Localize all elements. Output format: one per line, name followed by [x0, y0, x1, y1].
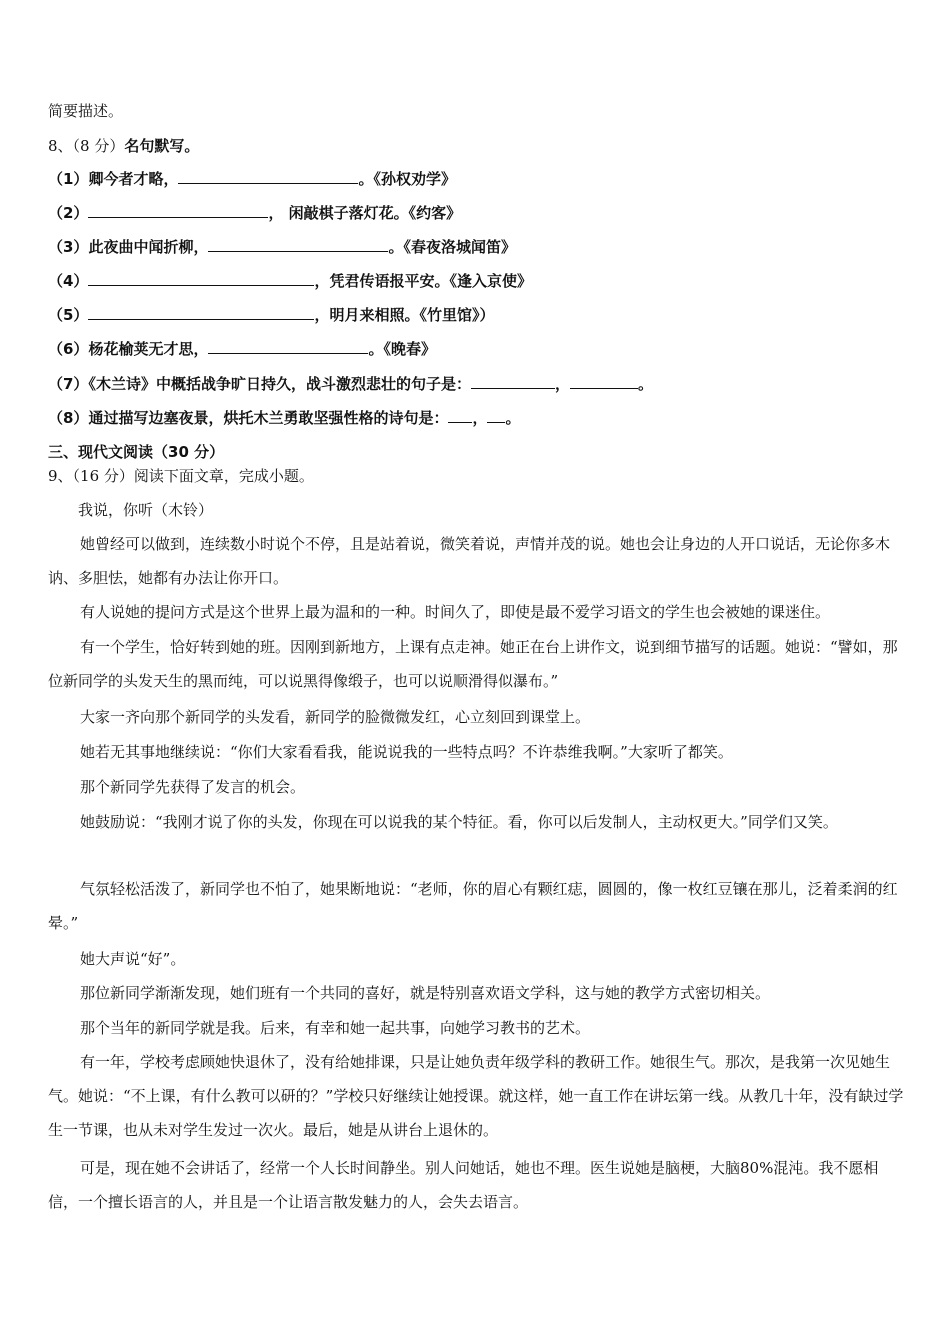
- q8-item-text: 通过描写边塞夜景，烘托木兰勇敢坚强性格的诗句是：: [88, 409, 449, 427]
- q9-header: 9、（16 分）阅读下面文章，完成小题。: [48, 467, 314, 485]
- q8-item-number: （2）: [48, 204, 89, 222]
- answer-blank[interactable]: [208, 237, 388, 252]
- q8-item-number: （3）: [48, 238, 89, 256]
- article-paragraph: 有人说她的提问方式是这个世界上最为温和的一种。时间久了，即使是最不爱学习语文的学生也会被她的课迷住。: [80, 603, 831, 621]
- answer-blank[interactable]: [570, 374, 638, 389]
- q8-item-number: （5）: [48, 306, 89, 324]
- article-paragraph: 可是，现在她不会讲话了，经常一个人长时间静坐。别人问她话，她也不理。医生说她是脑梗，大脑80%混沌。我不愿相信，一个擅长语言的人，并且是一个让语言散发魅力的人，会失去语言。: [48, 1159, 879, 1211]
- q8-item-source: 。《晚春》: [368, 340, 436, 358]
- q8-item-text: 《木兰诗》中概括战争旷日持久，战斗激烈悲壮的句子是：: [88, 375, 471, 393]
- q8-item-text: 此夜曲中闻折柳，: [88, 238, 209, 256]
- q8-item-number: （4）: [48, 272, 89, 290]
- article-paragraph: 那个新同学先获得了发言的机会。: [80, 778, 306, 796]
- article-paragraph: 她曾经可以做到，连续数小时说个不停，且是站着说，微笑着说，声情并茂的说。她也会让身边的人开口说话，无论你多木讷、多胆怯，她都有办法让你开口。: [48, 535, 891, 587]
- q8-item-separator: ，: [554, 375, 570, 393]
- answer-blank[interactable]: [471, 374, 555, 389]
- q8-item-3: [48, 237, 516, 257]
- q8-item-text: 杨花榆荚无才思，: [88, 340, 209, 358]
- q8-header: [48, 136, 199, 156]
- answer-blank[interactable]: [208, 339, 368, 354]
- q8-item-source: 。《春夜洛城闻笛》: [388, 238, 516, 256]
- article-paragraph: 她鼓励说：“我刚才说了你的头发，你现在可以说我的某个特征。看，你可以后发制人，主动权更大。”同学们又笑。: [80, 813, 838, 831]
- q8-item-separator: ，: [472, 409, 488, 427]
- q8-item-1: [48, 169, 456, 189]
- article-paragraph: 那位新同学渐渐发现，她们班有一个共同的喜好，就是特别喜欢语文学科，这与她的教学方式密切相关。: [80, 984, 771, 1002]
- intro-tail: 简要描述。: [48, 102, 124, 120]
- answer-blank[interactable]: [88, 305, 314, 320]
- q8-item-source: ，凭君传语报平安。《逢入京使》: [314, 272, 532, 290]
- article-paragraph: 她大声说“好”。: [80, 950, 186, 968]
- article-paragraph: 那个当年的新同学就是我。后来，有幸和她一起共事，向她学习教书的艺术。: [80, 1019, 591, 1037]
- article-paragraph: 有一个学生，恰好转到她的班。因刚到新地方，上课有点走神。她正在台上讲作文，说到细节描写的话题。她说：“譬如，那位新同学的头发天生的黑而纯，可以说黑得像缎子，也可以说顺滑得似瀑布。”: [48, 638, 898, 690]
- article-paragraph: 大家一齐向那个新同学的头发看，新同学的脸微微发红，心立刻回到课堂上。: [80, 708, 591, 726]
- article-paragraph: 她若无其事地继续说：“你们大家看看我，能说说我的一些特点吗？不许恭维我啊。”大家听了都笑。: [80, 743, 733, 761]
- q8-title: 名句默写。: [124, 137, 200, 155]
- q8-item-number: （8）: [48, 409, 89, 427]
- answer-blank[interactable]: [178, 169, 358, 184]
- answer-blank[interactable]: [88, 203, 268, 218]
- q8-item-end: 。: [505, 409, 521, 427]
- q8-item-end: 。: [637, 375, 653, 393]
- q8-item-number: （7）: [48, 375, 89, 393]
- article-paragraph: 气氛轻松活泼了，新同学也不怕了，她果断地说：“老师，你的眉心有颗红痣，圆圆的，像一枚红豆镶在那儿，泛着柔润的红晕。”: [48, 880, 898, 932]
- q8-item-7: [48, 374, 653, 394]
- q8-item-8: [48, 408, 520, 428]
- q8-item-2: [48, 203, 461, 223]
- q8-number: 8、（8 分）: [48, 137, 125, 155]
- q8-item-text: 卿今者才略，: [88, 170, 179, 188]
- q8-item-source: ， 闲敲棋子落灯花。《约客》: [268, 204, 462, 222]
- section-3-heading: 三、现代文阅读（30 分）: [48, 443, 225, 461]
- q8-item-5: [48, 305, 494, 325]
- article-title: 我说，你听（木铃）: [78, 501, 214, 519]
- answer-blank[interactable]: [448, 408, 472, 423]
- q8-item-source: ，明月来相照。《竹里馆》）: [314, 306, 495, 324]
- article-paragraph: 有一年，学校考虑顾她快退休了，没有给她排课，只是让她负责年级学科的教研工作。她很生气。那次，是我第一次见她生气。她说：“不上课，有什么教可以研的？”学校只好继续让她授课。就这样，她一直工作在讲坛第一线。从教几十年，没有缺过学生一节课，也从未对学生发过一次火。最后，她是从讲台上退休的。: [48, 1053, 904, 1139]
- q8-item-number: （1）: [48, 170, 89, 188]
- answer-blank[interactable]: [88, 271, 314, 286]
- answer-blank[interactable]: [487, 408, 505, 423]
- q8-item-4: [48, 271, 532, 291]
- q8-item-number: （6）: [48, 340, 89, 358]
- q8-item-source: 。《孙权劝学》: [358, 170, 456, 188]
- q8-item-6: [48, 339, 436, 359]
